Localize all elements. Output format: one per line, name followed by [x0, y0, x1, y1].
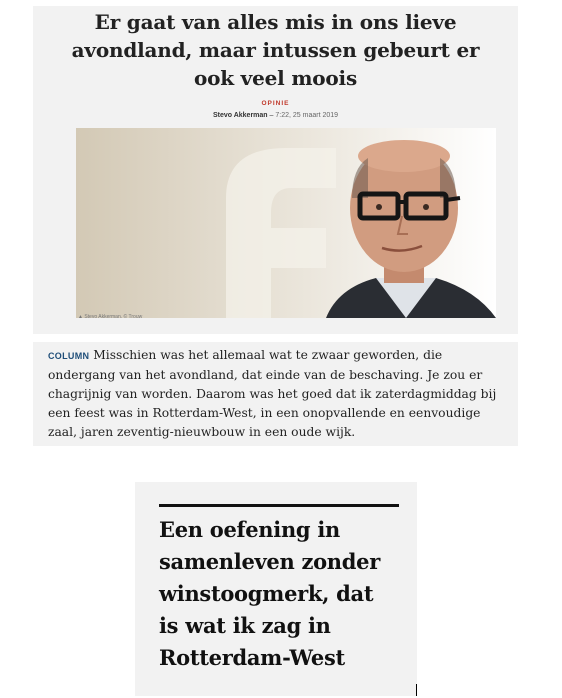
text-cursor [416, 684, 417, 696]
author-portrait-illustration [76, 128, 496, 318]
pull-quote-panel [135, 482, 417, 696]
pull-quote-line: is wat ik zag in [159, 613, 331, 638]
headline-line: ook veel moois [193, 66, 358, 90]
pull-quote [159, 514, 409, 674]
eye-right [423, 204, 429, 210]
pull-quote-line: Een oefening in [159, 517, 340, 542]
lead-panel [33, 342, 518, 446]
glasses-arm [446, 198, 460, 200]
publish-date: 7:22, 25 maart 2019 [275, 112, 339, 119]
headline-line: Er gaat van alles mis in ons lieve [94, 10, 457, 34]
quote-rule [159, 504, 399, 507]
photo-caption: ▲ Stevo Akkerman. © Trouw [78, 314, 143, 320]
scalp-shape [358, 140, 450, 172]
lead-text: Misschien was het allemaal wat te zwaar geworden, die ondergang van het avondland, dat einde van de beschaving. Je zou er chagrijnig van worden. Daarom was het goed dat ik zaterdagmiddag bij een feest was in Rotterdam-West, in een onopvallende en eenvoudige zaal, jaren zeventig-nieuwbouw in een oude wijk. [48, 348, 497, 439]
article-header-panel [33, 6, 518, 334]
pull-quote-line: winstoogmerk, dat [159, 581, 374, 606]
column-kicker: COLUMN [48, 351, 90, 361]
author-photo [76, 128, 496, 318]
pull-quote-line: samenleven zonder [159, 549, 380, 574]
section-label[interactable]: OPINIE [261, 100, 290, 107]
lead-paragraph [48, 346, 510, 442]
byline [33, 112, 518, 119]
headline-line: avondland, maar intussen gebeurt er [71, 38, 480, 62]
author-name[interactable]: Stevo Akkerman [212, 112, 268, 119]
eye-left [376, 204, 382, 210]
pull-quote-line: Rotterdam-West [159, 645, 345, 670]
article-headline [33, 8, 518, 92]
byline-separator: – [267, 112, 276, 119]
